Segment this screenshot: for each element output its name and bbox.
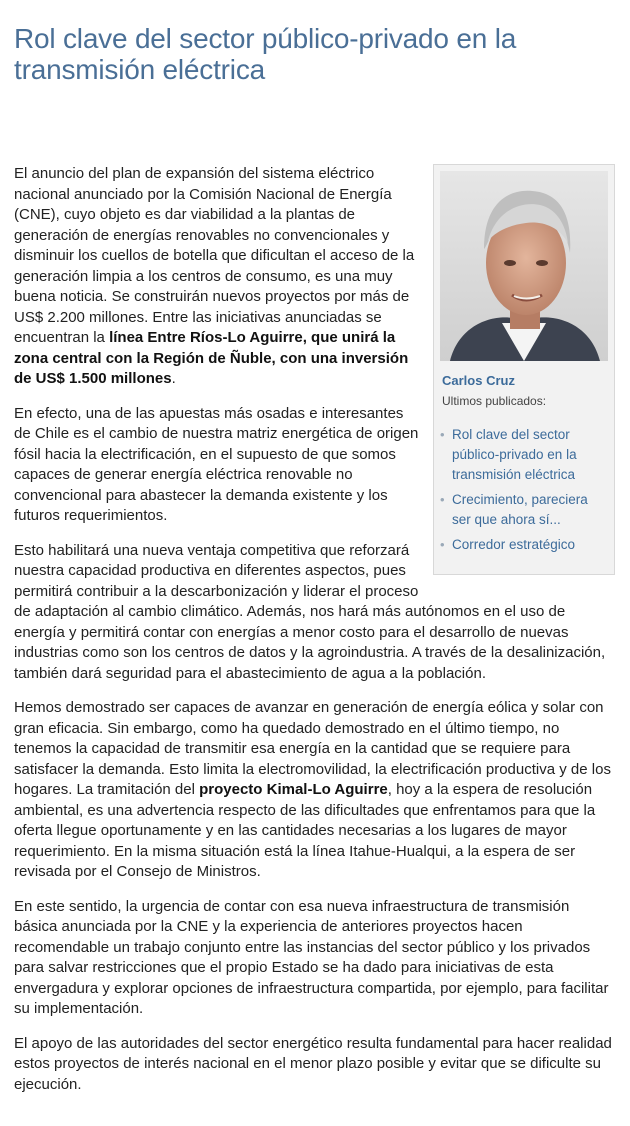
article-title: Rol clave del sector público-privado en la transmisión eléctrica [14,23,517,85]
bold-text: línea Entre Ríos-Lo Aguirre, que unirá la zona central con la Región de Ñuble, con una inversión de US$ 1.500 millones [14,329,409,387]
text-run: El apoyo de las autoridades del sector energético resulta fundamental para hacer realidad estos proyectos de interés nacional en el menor plazo posible y evitar que se dificulte su ejecución. [14,1034,612,1093]
author-name[interactable]: Carlos Cruz [442,373,515,388]
bold-text: proyecto Kimal-Lo Aguirre [199,781,388,798]
latest-item[interactable]: • Corredor estratégico [440,535,608,555]
latest-list [440,425,608,555]
paragraph [14,1034,614,1096]
text-run: En efecto, una de las apuestas más osadas e interesantes de Chile es el cambio de nuestra matriz energética de origen fósil hacia la electrificación, en el supuesto de que somos capaces de generar energía eléctrica renovable no convencional para abastecer la demanda existente y los futuros requerimientos. [14,404,419,524]
author-box [433,164,615,575]
article-body [14,164,614,1109]
text-run: , hoy a la espera de resolución ambiental, es una advertencia respecto de las dificultades que enfrentamos para que la oferta llegue oportunamente y en las cantidades necesarias a los lugares de mayor requerimiento. En la misma situación está la línea Itahue-Hualqui, a la espera de ser revisada por el Consejo de Ministros. [14,781,596,880]
text-run: En este sentido, la urgencia de contar con esa nueva infraestructura de transmisión básica anunciada por la CNE y la experiencia de anteriores proyectos hacen recomendable un trabajo conjunto entre las instancias del sector público y los privados para salvar restricciones que el propio Estado se ha dado para iniciativas de esta envergadura y explorar opciones de infraestructura compartida, por ejemplo, para facilitar su implementación. [14,897,609,1017]
paragraph [14,897,614,1020]
text-run: Hemos demostrado ser capaces de avanzar en generación de energía eólica y solar con gran eficacia. Sin embargo, como ha quedado demostrado en el último tiempo, no tenemos la capacidad de transmitir esa energía en la cantidad que se requiere para satisfacer la demanda. Esto limita la electromovilidad, la electrificación productiva y de los hogares. La tramitación del [14,699,611,798]
latest-label: Ultimos publicados: [442,394,547,408]
latest-item[interactable]: • Rol clave del sector público-privado en la transmisión eléctrica [440,425,608,485]
author-photo [440,171,608,361]
text-run: El anuncio del plan de expansión del sistema eléctrico nacional anunciado por la Comisión Nacional de Energía (CNE), cuyo objeto es dar viabilidad a la plantas de generación de energías renovables no convencionales y disminuir los cuellos de botella que dificultan el acceso de la generación limpia a los centros de consumo, es una muy buena noticia. Se construirán nuevos proyectos por más de US$ 2.200 millones. Entre las iniciativas anunciadas se encuentran la [14,165,415,346]
latest-item[interactable]: • Crecimiento, pareciera ser que ahora sí... [440,490,608,530]
text-run: . [171,370,176,387]
text-run: Esto habilitará una nueva ventaja competitiva que reforzará nuestra capacidad productiva en diferentes aspectos, pues permitirá contribuir a la descarbonización y liderar el proceso de adaptación al cambio climático. Además, nos hará más autónomos en el uso de energía y permitirá contar con energías a menor costo para el desarrollo de nuevas industrias como son los centros de datos y la agroindustria. A través de la desalinización, también dará seguridad para el abastecimiento de agua a la población. [14,541,606,682]
paragraph [14,698,614,883]
